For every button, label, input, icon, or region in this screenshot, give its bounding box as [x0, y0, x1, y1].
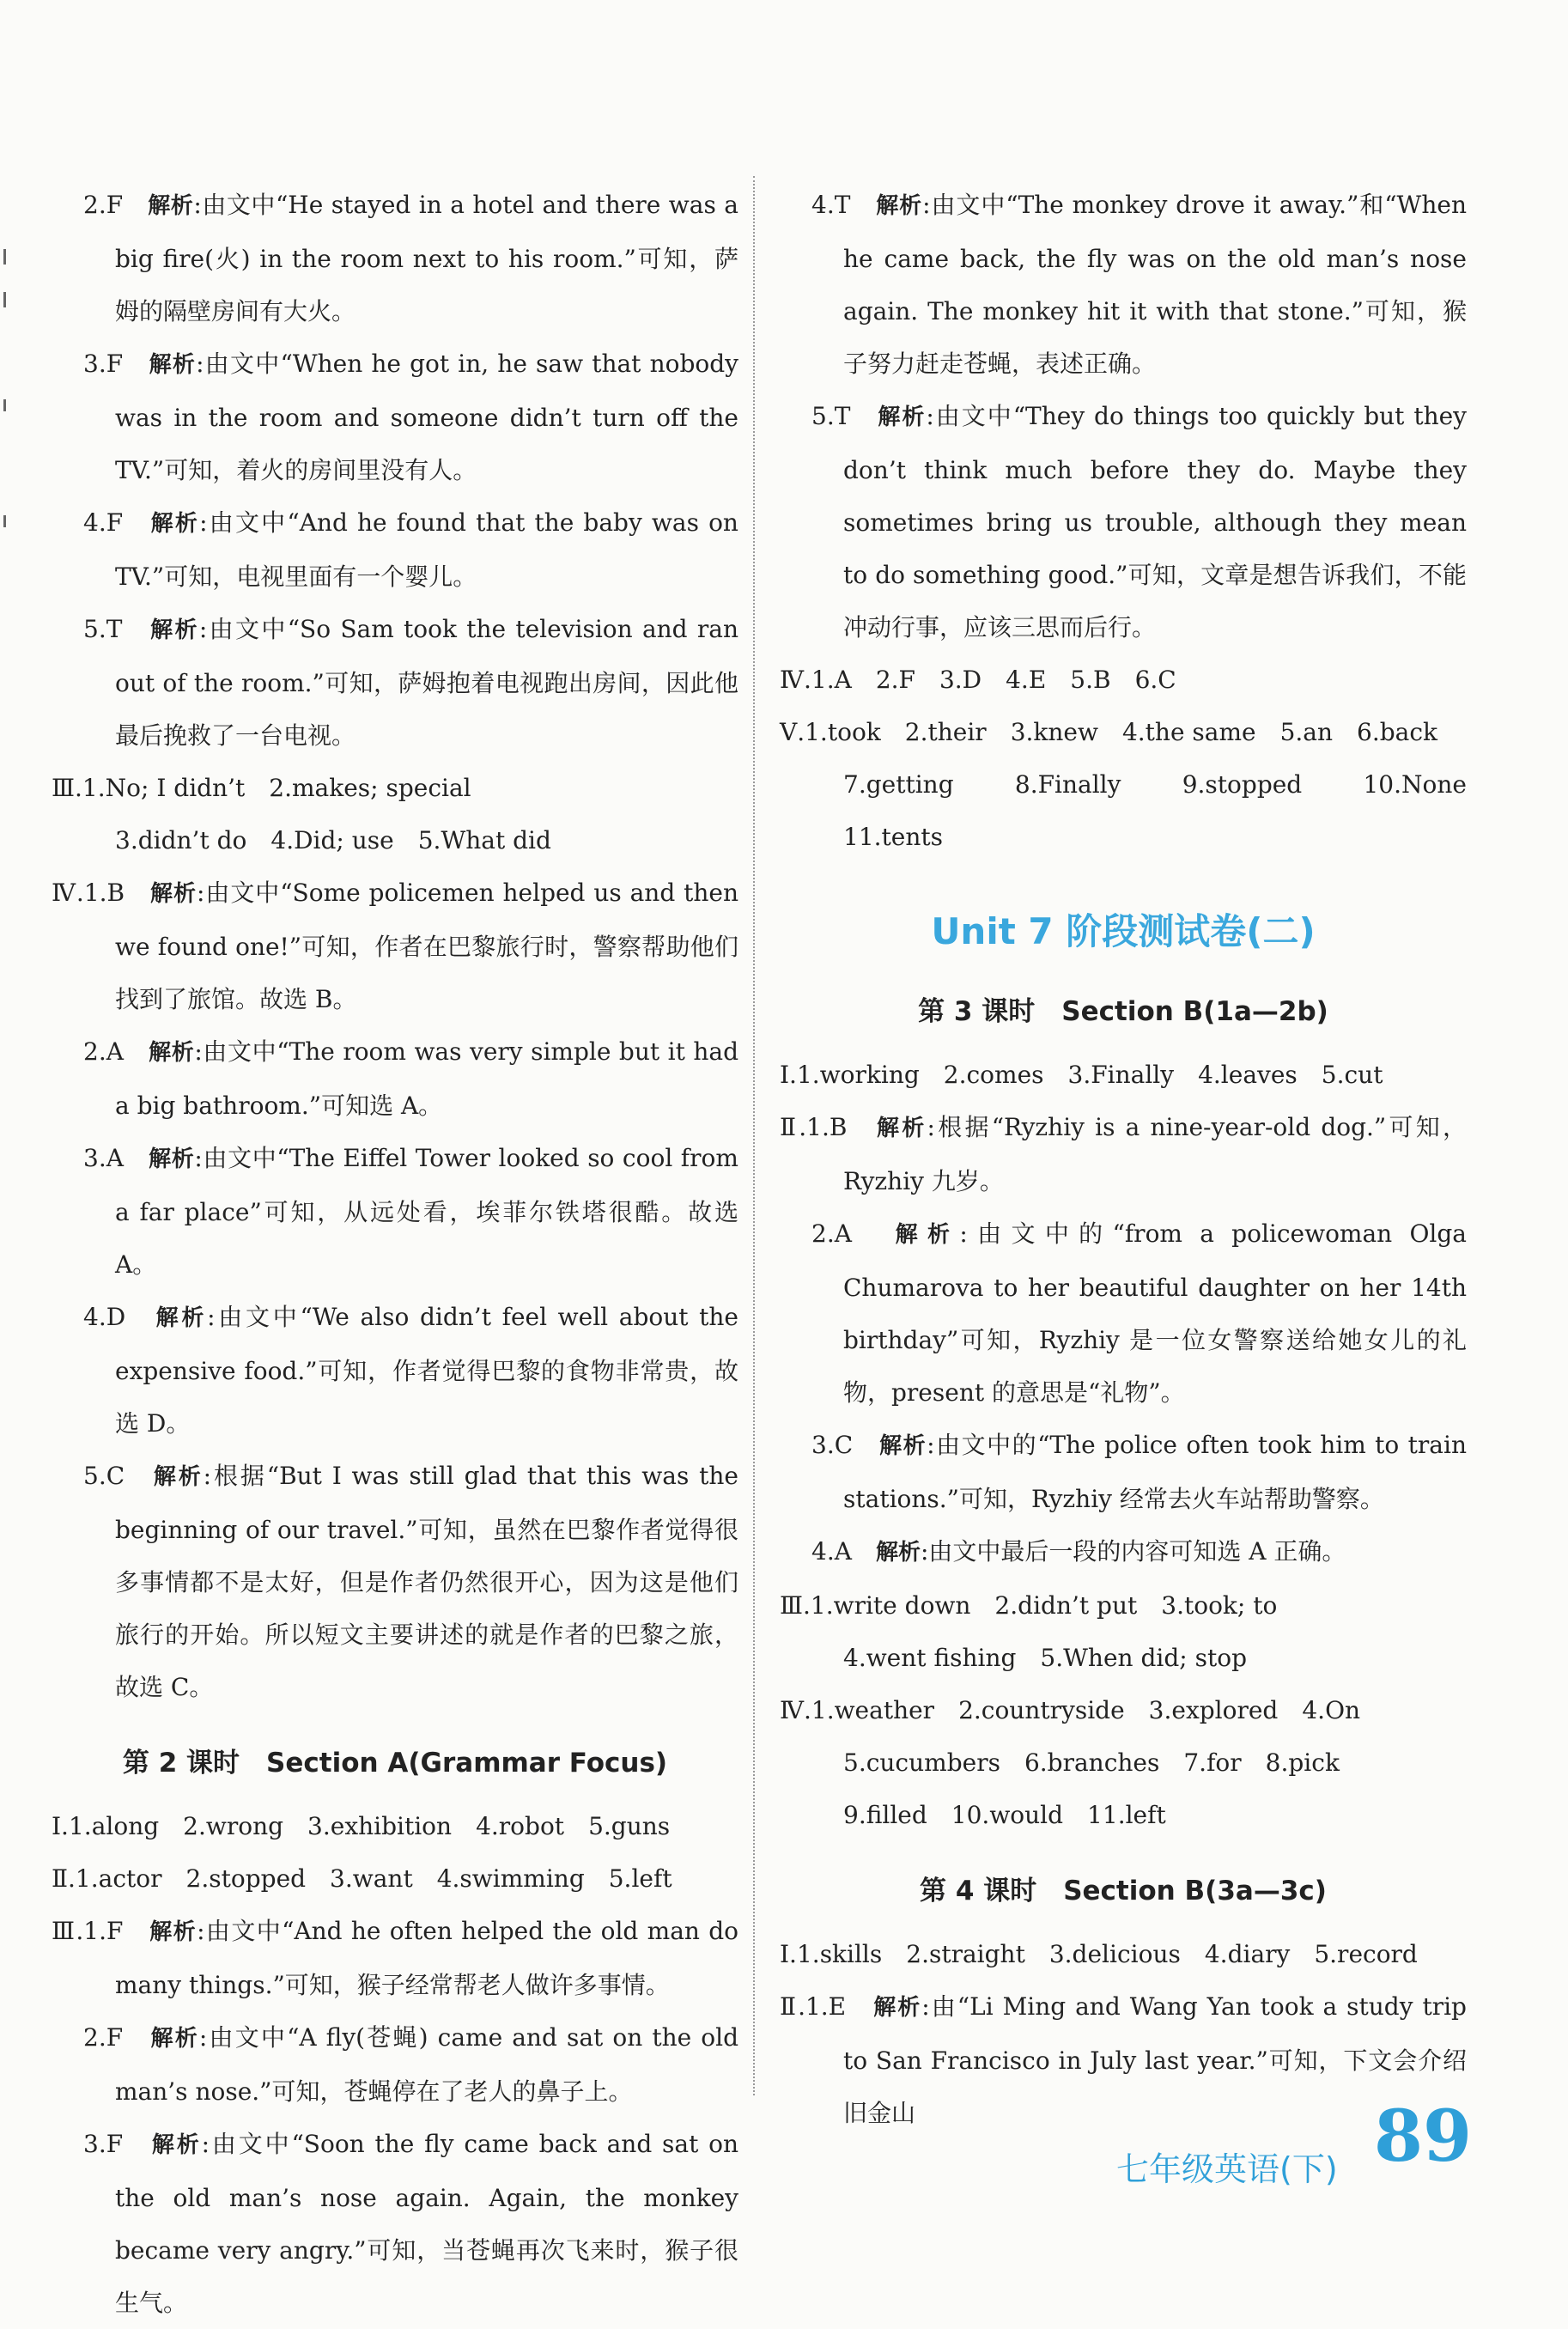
- answer-number: Ⅲ.1.: [780, 1591, 834, 1620]
- answer-item: [780, 1579, 1467, 1632]
- answer-number: 3.A: [83, 1144, 124, 1172]
- answer-text: 根据“Ryzhiy is a nine-year-old dog.”可知，Ryzhiy 九岁。: [843, 1113, 1467, 1195]
- answer-item: 3.F 解析:由文中“When he got in, he saw that nobody was in the room and someone didn’t turn off the TV.”可知，着火的房间里没有人。: [83, 350, 738, 484]
- analysis-label: 解析: [153, 1464, 204, 1490]
- answer-text: actor 2.stopped 3.want 4.swimming 5.left: [98, 1864, 672, 1893]
- binding-mark: [3, 399, 6, 411]
- section-heading: 第 4 课时 Section B(3a—3c): [920, 1876, 1327, 1906]
- unit-title: Unit 7 阶段测试卷(二): [931, 910, 1316, 952]
- answer-number: Ⅰ.1.: [780, 1940, 820, 1968]
- answer-item: 5.T 解析:由文中“They do things too quickly but they don’t think much before they do. Maybe they sometimes bring us trouble, although they mean to do something good.”可知，文章是想告诉我们，不能冲动行事，应该三思而后行。: [811, 402, 1467, 642]
- analysis-label: 解析: [873, 1995, 922, 2021]
- analysis-label: 解析: [895, 1222, 960, 1248]
- analysis-label: 解析: [149, 1040, 195, 1066]
- answer-text: 由文中“A fly(苍蝇) came and sat on the old man’s nose.”可知，苍蝇停在了老人的鼻子上。: [115, 2023, 738, 2106]
- answer-number: 4.F: [83, 508, 124, 537]
- answer-number: Ⅳ.1.: [780, 1696, 835, 1724]
- answer-text: 由文中最后一段的内容可知选 A 正确。: [928, 1537, 1346, 1566]
- answer-text: weather 2.countryside 3.explored 4.On: [834, 1696, 1361, 1724]
- answer-number: Ⅱ.1.B: [780, 1113, 848, 1141]
- answer-text: 由文中“He stayed in a hotel and there was a big fire(火) in the room next to his room.”可知，萨姆的隔壁房间有大火。: [115, 191, 738, 325]
- answer-item: [780, 1049, 1467, 1101]
- answer-text: 由文中“They do things too quickly but they don’t think much before they do. Maybe they sometimes bring us trouble, although they mean to do something good.”可知，文章是想告诉我们，不能冲动行事，应该三思而后行。: [843, 402, 1467, 642]
- answer-item: Ⅳ.1.B 解析:由文中“Some policemen helped us and then we found one!”可知，作者在巴黎旅行时，警察帮助他们找到了旅馆。故选 B。: [52, 879, 738, 1013]
- answer-text: 7.getting 8.Finally 9.stopped 10.None 11.tents: [843, 770, 1492, 851]
- answer-text: No; I didn’t 2.makes; special: [105, 774, 471, 802]
- answer-text: 由“Li Ming and Wang Yan took a study trip to San Francisco in July last year.”可知，下文会介绍旧金山: [843, 1992, 1467, 2127]
- answer-item: 4.A 解析:由文中最后一段的内容可知选 A 正确。: [811, 1537, 1346, 1566]
- answer-item: 4.T 解析:由文中“The monkey drove it away.”和“When he came back, the fly was on the old man’s nose again. The monkey hit it with that stone.”可知，猴子努力赶走苍蝇，表述正确。: [811, 191, 1467, 378]
- answer-item: [52, 762, 738, 814]
- analysis-label: 解析: [879, 1433, 927, 1459]
- answer-number: 3.C: [811, 1431, 854, 1459]
- column-divider: [753, 176, 755, 2095]
- answer-item: [780, 1928, 1467, 1980]
- answer-number: 4.T: [811, 191, 851, 219]
- answer-text: 由文中“So Sam took the television and ran out of the room.”可知，萨姆抱着电视跑出房间，因此他最后挽救了一台电视。: [115, 615, 738, 750]
- analysis-label: 解析: [151, 2132, 202, 2158]
- answer-item: [52, 814, 738, 867]
- answer-number: 3.F: [83, 350, 124, 378]
- answer-item: [780, 1789, 1467, 1841]
- answer-text: write down 2.didn’t put 3.took; to: [833, 1591, 1278, 1620]
- answer-text: 由文中“We also didn’t feel well about the expensive food.”可知，作者觉得巴黎的食物非常贵，故选 D。: [115, 1303, 738, 1438]
- answer-item: 3.A 解析:由文中“The Eiffel Tower looked so cool from a far place”可知，从远处看，埃菲尔铁塔很酷。故选 A。: [83, 1144, 738, 1279]
- answer-item: Ⅲ.1.F 解析:由文中“And he often helped the old man do many things.”可知，猴子经常帮老人做许多事情。: [52, 1917, 739, 1999]
- answer-item: 4.D 解析:由文中“We also didn’t feel well about the expensive food.”可知，作者觉得巴黎的食物非常贵，故选 D。: [83, 1303, 738, 1438]
- answer-item: 2.F 解析:由文中“A fly(苍蝇) came and sat on the old man’s nose.”可知，苍蝇停在了老人的鼻子上。: [83, 2023, 738, 2106]
- answer-text: 5.cucumbers 6.branches 7.for 8.pick: [843, 1748, 1340, 1777]
- answer-text: took 2.their 3.knew 4.the same 5.an 6.back: [827, 718, 1438, 746]
- answer-number: 4.A: [811, 1537, 852, 1566]
- answer-text: 由文中的“The police often took him to train stations.”可知，Ryzhiy 经常去火车站帮助警察。: [843, 1431, 1467, 1513]
- answer-text: 由文中“Some policemen helped us and then we found one!”可知，作者在巴黎旅行时，警察帮助他们找到了旅馆。故选 B。: [115, 879, 738, 1013]
- analysis-label: 解析: [875, 1540, 921, 1566]
- answer-item: Ⅱ.1.E 解析:由“Li Ming and Wang Yan took a study trip to San Francisco in July last year.”可知，下文会介绍旧金山: [780, 1992, 1467, 2127]
- answer-number: 2.A: [811, 1219, 852, 1248]
- answer-text: 由文中“The monkey drove it away.”和“When he came back, the fly was on the old man’s nose again. The monkey hit it with that stone.”可知，猴子努力赶走苍蝇，表述正确。: [843, 191, 1467, 378]
- answer-text: working 2.comes 3.Finally 4.leaves 5.cut: [819, 1061, 1383, 1089]
- answer-number: 4.D: [83, 1303, 126, 1331]
- analysis-label: 解析: [876, 193, 923, 219]
- answer-item: [780, 706, 1467, 758]
- answer-number: Ⅰ.1.: [52, 1812, 92, 1840]
- answer-item: 2.F 解析:由文中“He stayed in a hotel and there was a big fire(火) in the room next to his room.”可知，萨姆的隔壁房间有大火。: [83, 191, 738, 325]
- answer-text: 3.didn’t do 4.Did; use 5.What did: [115, 826, 551, 854]
- answer-item: [780, 1684, 1467, 1736]
- page-number: 89: [1374, 2095, 1473, 2178]
- analysis-label: 解析: [149, 352, 197, 378]
- answer-number: 2.A: [83, 1037, 124, 1066]
- answer-number: 3.F: [83, 2130, 124, 2158]
- answer-item: 5.C 解析:根据“But I was still glad that this was the beginning of our travel.”可知，虽然在巴黎作者觉得很多事情都不是太好，但是作者仍然很开心，因为这是他们旅行的开始。所以短文主要讲述的就是作者的巴黎之旅，故选 C。: [83, 1462, 738, 1701]
- answer-number: 5.T: [83, 615, 123, 643]
- analysis-label: 解析: [149, 1919, 198, 1945]
- answer-text: 由文中“The Eiffel Tower looked so cool from a far place”可知，从远处看，埃菲尔铁塔很酷。故选 A。: [115, 1144, 738, 1279]
- answer-number: Ⅳ.1.: [780, 666, 835, 694]
- answer-item: [780, 1632, 1467, 1684]
- left-column: [52, 179, 738, 2329]
- analysis-label: 解析: [149, 1146, 195, 1172]
- answer-text: A 2.F 3.D 4.E 5.B 6.C: [834, 666, 1176, 694]
- answer-number: Ⅲ.1.F: [52, 1917, 124, 1945]
- answer-number: Ⅱ.1.: [52, 1864, 99, 1893]
- answer-text: 由文中“And he often helped the old man do many things.”可知，猴子经常帮老人做许多事情。: [115, 1917, 739, 1999]
- answer-item: Ⅱ.1.B 解析:根据“Ryzhiy is a nine-year-old dog.”可知，Ryzhiy 九岁。: [780, 1113, 1467, 1195]
- analysis-label: 解析: [150, 2026, 199, 2052]
- answer-item: 2.A 解析:由文中的“from a policewoman Olga Chumarova to her beautiful daughter on her 14th birthday”可知，Ryzhiy 是一位女警察送给她女儿的礼物，present 的意思是“礼物”。: [811, 1219, 1467, 1407]
- analysis-label: 解析: [150, 881, 197, 907]
- answer-text: 由文中“The room was very simple but it had a big bathroom.”可知选 A。: [115, 1037, 738, 1120]
- binding-mark: [3, 249, 6, 265]
- answer-number: Ⅴ.1.: [780, 718, 828, 746]
- answer-text: 9.filled 10.would 11.left: [843, 1801, 1166, 1829]
- answer-item: 3.C 解析:由文中的“The police often took him to train stations.”可知，Ryzhiy 经常去火车站帮助警察。: [811, 1431, 1467, 1513]
- answer-item: [52, 1800, 738, 1852]
- analysis-label: 解析: [877, 1116, 927, 1141]
- answer-number: 2.F: [83, 191, 124, 219]
- answer-item: 2.A 解析:由文中“The room was very simple but it had a big bathroom.”可知选 A。: [83, 1037, 738, 1120]
- answer-number: Ⅰ.1.: [780, 1061, 820, 1089]
- answer-number: 5.T: [811, 402, 851, 430]
- answer-item: 5.T 解析:由文中“So Sam took the television and ran out of the room.”可知，萨姆抱着电视跑出房间，因此他最后挽救了一台电视。: [83, 615, 738, 750]
- answer-item: [780, 758, 1492, 863]
- answer-number: 2.F: [83, 2023, 124, 2052]
- answer-text: 由文中“And he found that the baby was on TV.”可知，电视里面有一个婴儿。: [115, 508, 738, 591]
- section-heading: 第 2 课时 Section A(Grammar Focus): [122, 1748, 668, 1779]
- answer-text: skills 2.straight 3.delicious 4.diary 5.record: [819, 1940, 1418, 1968]
- answer-text: along 2.wrong 3.exhibition 4.robot 5.guns: [91, 1812, 671, 1840]
- answer-text: 由文中的“from a policewoman Olga Chumarova to her beautiful daughter on her 14th birthday”可知，Ryzhiy 是一位女警察送给她女儿的礼物，present 的意思是“礼物”。: [843, 1219, 1467, 1407]
- answer-item: [52, 1852, 738, 1905]
- section-heading: 第 3 课时 Section B(1a—2b): [918, 996, 1328, 1027]
- answer-number: Ⅳ.1.B: [52, 879, 125, 907]
- answer-text: 根据“But I was still glad that this was the beginning of our travel.”可知，虽然在巴黎作者觉得很多事情都不是太好，但是作者仍然很开心，因为这是他们旅行的开始。所以短文主要讲述的就是作者的巴黎之旅，故选 C。: [115, 1462, 738, 1701]
- answer-text: 由文中“Soon the fly came back and sat on the old man’s nose again. Again, the monkey became very angry.”可知，当苍蝇再次飞来时，猴子很生气。: [115, 2130, 738, 2317]
- answer-number: Ⅱ.1.E: [780, 1992, 847, 2021]
- analysis-label: 解析: [150, 511, 200, 537]
- answer-number: Ⅲ.1.: [52, 774, 106, 802]
- analysis-label: 解析: [155, 1305, 208, 1331]
- answer-item: 3.F 解析:由文中“Soon the fly came back and sat on the old man’s nose again. Again, the monkey became very angry.”可知，当苍蝇再次飞来时，猴子很生气。: [83, 2130, 738, 2317]
- binding-mark: [3, 515, 6, 527]
- answer-text: 由文中“When he got in, he saw that nobody was in the room and someone didn’t turn off the TV.”可知，着火的房间里没有人。: [115, 350, 738, 484]
- answer-item: 4.F 解析:由文中“And he found that the baby was on TV.”可知，电视里面有一个婴儿。: [83, 508, 738, 591]
- answer-number: 5.C: [83, 1462, 125, 1490]
- answer-item: [780, 1736, 1467, 1789]
- binding-mark: [3, 292, 6, 307]
- answer-text: 4.went fishing 5.When did; stop: [843, 1644, 1247, 1672]
- analysis-label: 解析: [150, 617, 199, 643]
- analysis-label: 解析: [148, 193, 194, 219]
- footer-grade: 七年级英语(下): [1116, 2150, 1338, 2188]
- analysis-label: 解析: [878, 404, 927, 430]
- answer-item: [780, 654, 1467, 706]
